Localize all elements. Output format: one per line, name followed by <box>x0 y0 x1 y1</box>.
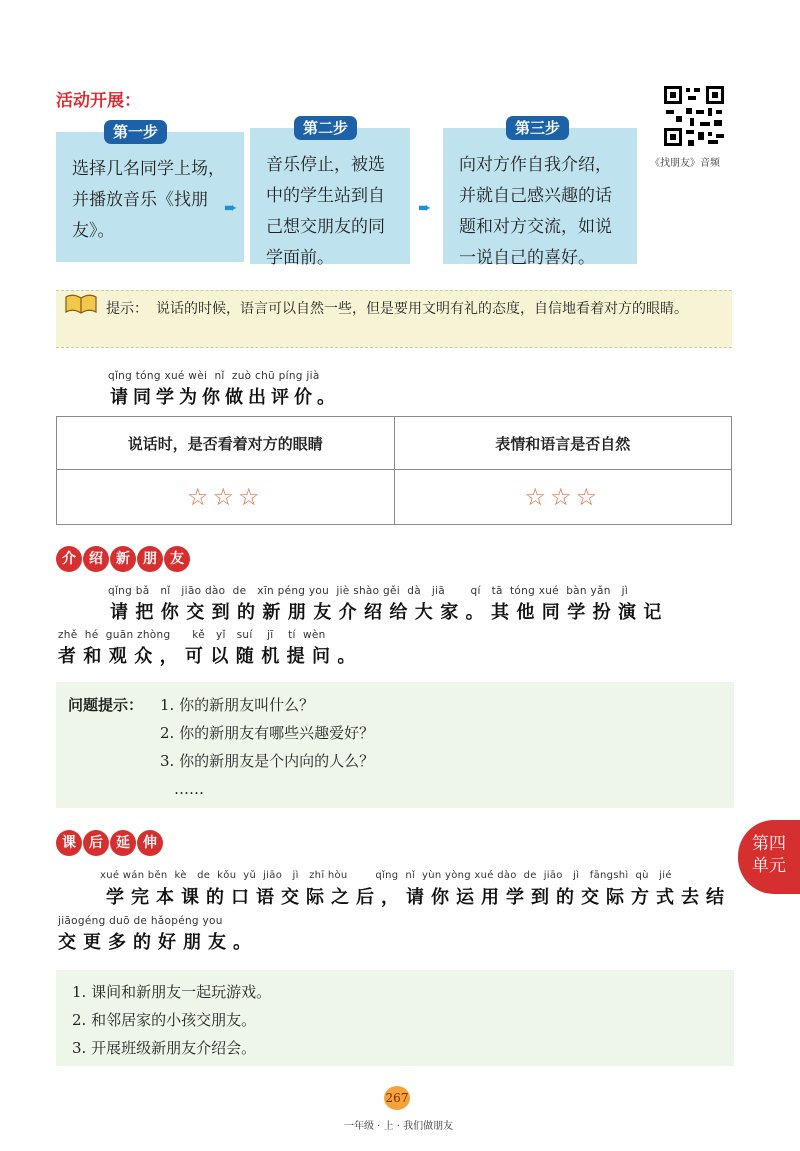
heading-char: 介 <box>56 546 82 572</box>
introduce-pinyin-2: zhě hé guān zhòng kě yǐ suí jī tí wèn <box>58 629 326 641</box>
step-3-tab: 第三步 <box>506 116 569 140</box>
star-rating-eyes[interactable]: ☆☆☆ <box>57 470 395 525</box>
introduce-heading <box>56 546 190 572</box>
heading-char: 绍 <box>83 546 109 572</box>
column-header-eyes: 说话时，是否看着对方的眼睛 <box>57 417 395 470</box>
heading-char: 课 <box>56 830 82 856</box>
column-header-natural: 表情和语言是否自然 <box>394 417 732 470</box>
step-2-box <box>250 128 410 268</box>
introduce-line-2: 者和观众，可以随机提问。 <box>58 646 363 667</box>
extension-item: 2. 和邻居家的小孩交朋友。 <box>72 1011 257 1029</box>
extension-line-2: 交更多的好朋友。 <box>58 932 258 953</box>
question-label: 问题提示： <box>68 696 144 714</box>
question-hint-box <box>56 682 734 808</box>
question-item: 2. 你的新朋友有哪些兴趣爱好？ <box>160 724 375 742</box>
tip-text: 说话的时候，语言可以自然一些，但是要用文明有礼的态度，自信地看着对方的眼睛。 <box>156 301 688 317</box>
step-1-box <box>56 132 244 262</box>
step-2-tab: 第二步 <box>294 116 357 140</box>
extension-list <box>72 978 271 1062</box>
arrow-icon: ➨ <box>418 198 432 217</box>
book-icon <box>64 293 98 319</box>
heading-char: 友 <box>164 546 190 572</box>
step-1-text: 选择几名同学上场，并播放音乐《找朋友》。 <box>72 159 225 241</box>
step-3-box <box>443 128 637 268</box>
unit-side-tab <box>738 820 800 894</box>
evaluation-pinyin: qǐng tóng xué wèi nǐ zuò chū píng jià <box>108 370 320 382</box>
unit-tab-line-1: 第四 <box>752 834 786 854</box>
step-1-tab: 第一步 <box>104 120 167 144</box>
activity-heading: 活动开展： <box>56 91 141 111</box>
question-list <box>160 691 374 803</box>
step-3-text: 向对方作自我介绍，并就自己感兴趣的话题和对方交流，如说一说自己的喜好。 <box>459 155 612 268</box>
question-item: 1. 你的新朋友叫什么？ <box>160 696 315 714</box>
unit-tab-line-2: 单元 <box>752 856 786 876</box>
qr-code-icon[interactable] <box>662 84 726 148</box>
extension-pinyin-2: jiāogéng duō de hǎopéng you <box>58 915 223 927</box>
qr-caption: 《找朋友》音频 <box>650 158 720 169</box>
evaluation-table <box>56 416 732 525</box>
extension-pinyin-1: xué wán běn kè de kǒu yǔ jiāo jì zhī hòu qǐng nǐ yùn yòng xué dào de jiāo jì fāngshì qù jié <box>100 870 672 881</box>
heading-char: 新 <box>110 546 136 572</box>
introduce-line-1: 请把你交到的新朋友介绍给大家。其他同学扮演记 <box>110 602 669 623</box>
heading-char: 伸 <box>137 830 163 856</box>
heading-char: 朋 <box>137 546 163 572</box>
tip-label: 提示： <box>106 301 148 317</box>
extension-item: 3. 开展班级新朋友介绍会。 <box>72 1039 257 1057</box>
question-item: 3. 你的新朋友是个内向的人么？ <box>160 752 375 770</box>
extension-heading <box>56 830 163 856</box>
heading-char: 后 <box>83 830 109 856</box>
heading-char: 延 <box>110 830 136 856</box>
question-item: …… <box>174 780 204 798</box>
extension-item: 1. 课间和新朋友一起玩游戏。 <box>72 983 272 1001</box>
star-rating-natural[interactable]: ☆☆☆ <box>394 470 732 525</box>
extension-line-1: 学完本课的口语交际之后，请你运用学到的交际方式去结 <box>106 887 731 908</box>
footer-text: 一年级 · 上 · 我们做朋友 <box>344 1121 454 1132</box>
evaluation-prompt: 请同学为你做出评价。 <box>110 387 340 408</box>
page-number: 267 <box>384 1086 410 1110</box>
arrow-icon: ➨ <box>224 198 238 217</box>
step-2-text: 音乐停止，被选中的学生站到自己想交朋友的同学面前。 <box>266 155 385 268</box>
introduce-pinyin-1: qǐng bǎ nǐ jiāo dào de xīn péng you jiè shào gěi dà jiā qí tā tóng xué bàn yǎn jì <box>108 585 629 597</box>
